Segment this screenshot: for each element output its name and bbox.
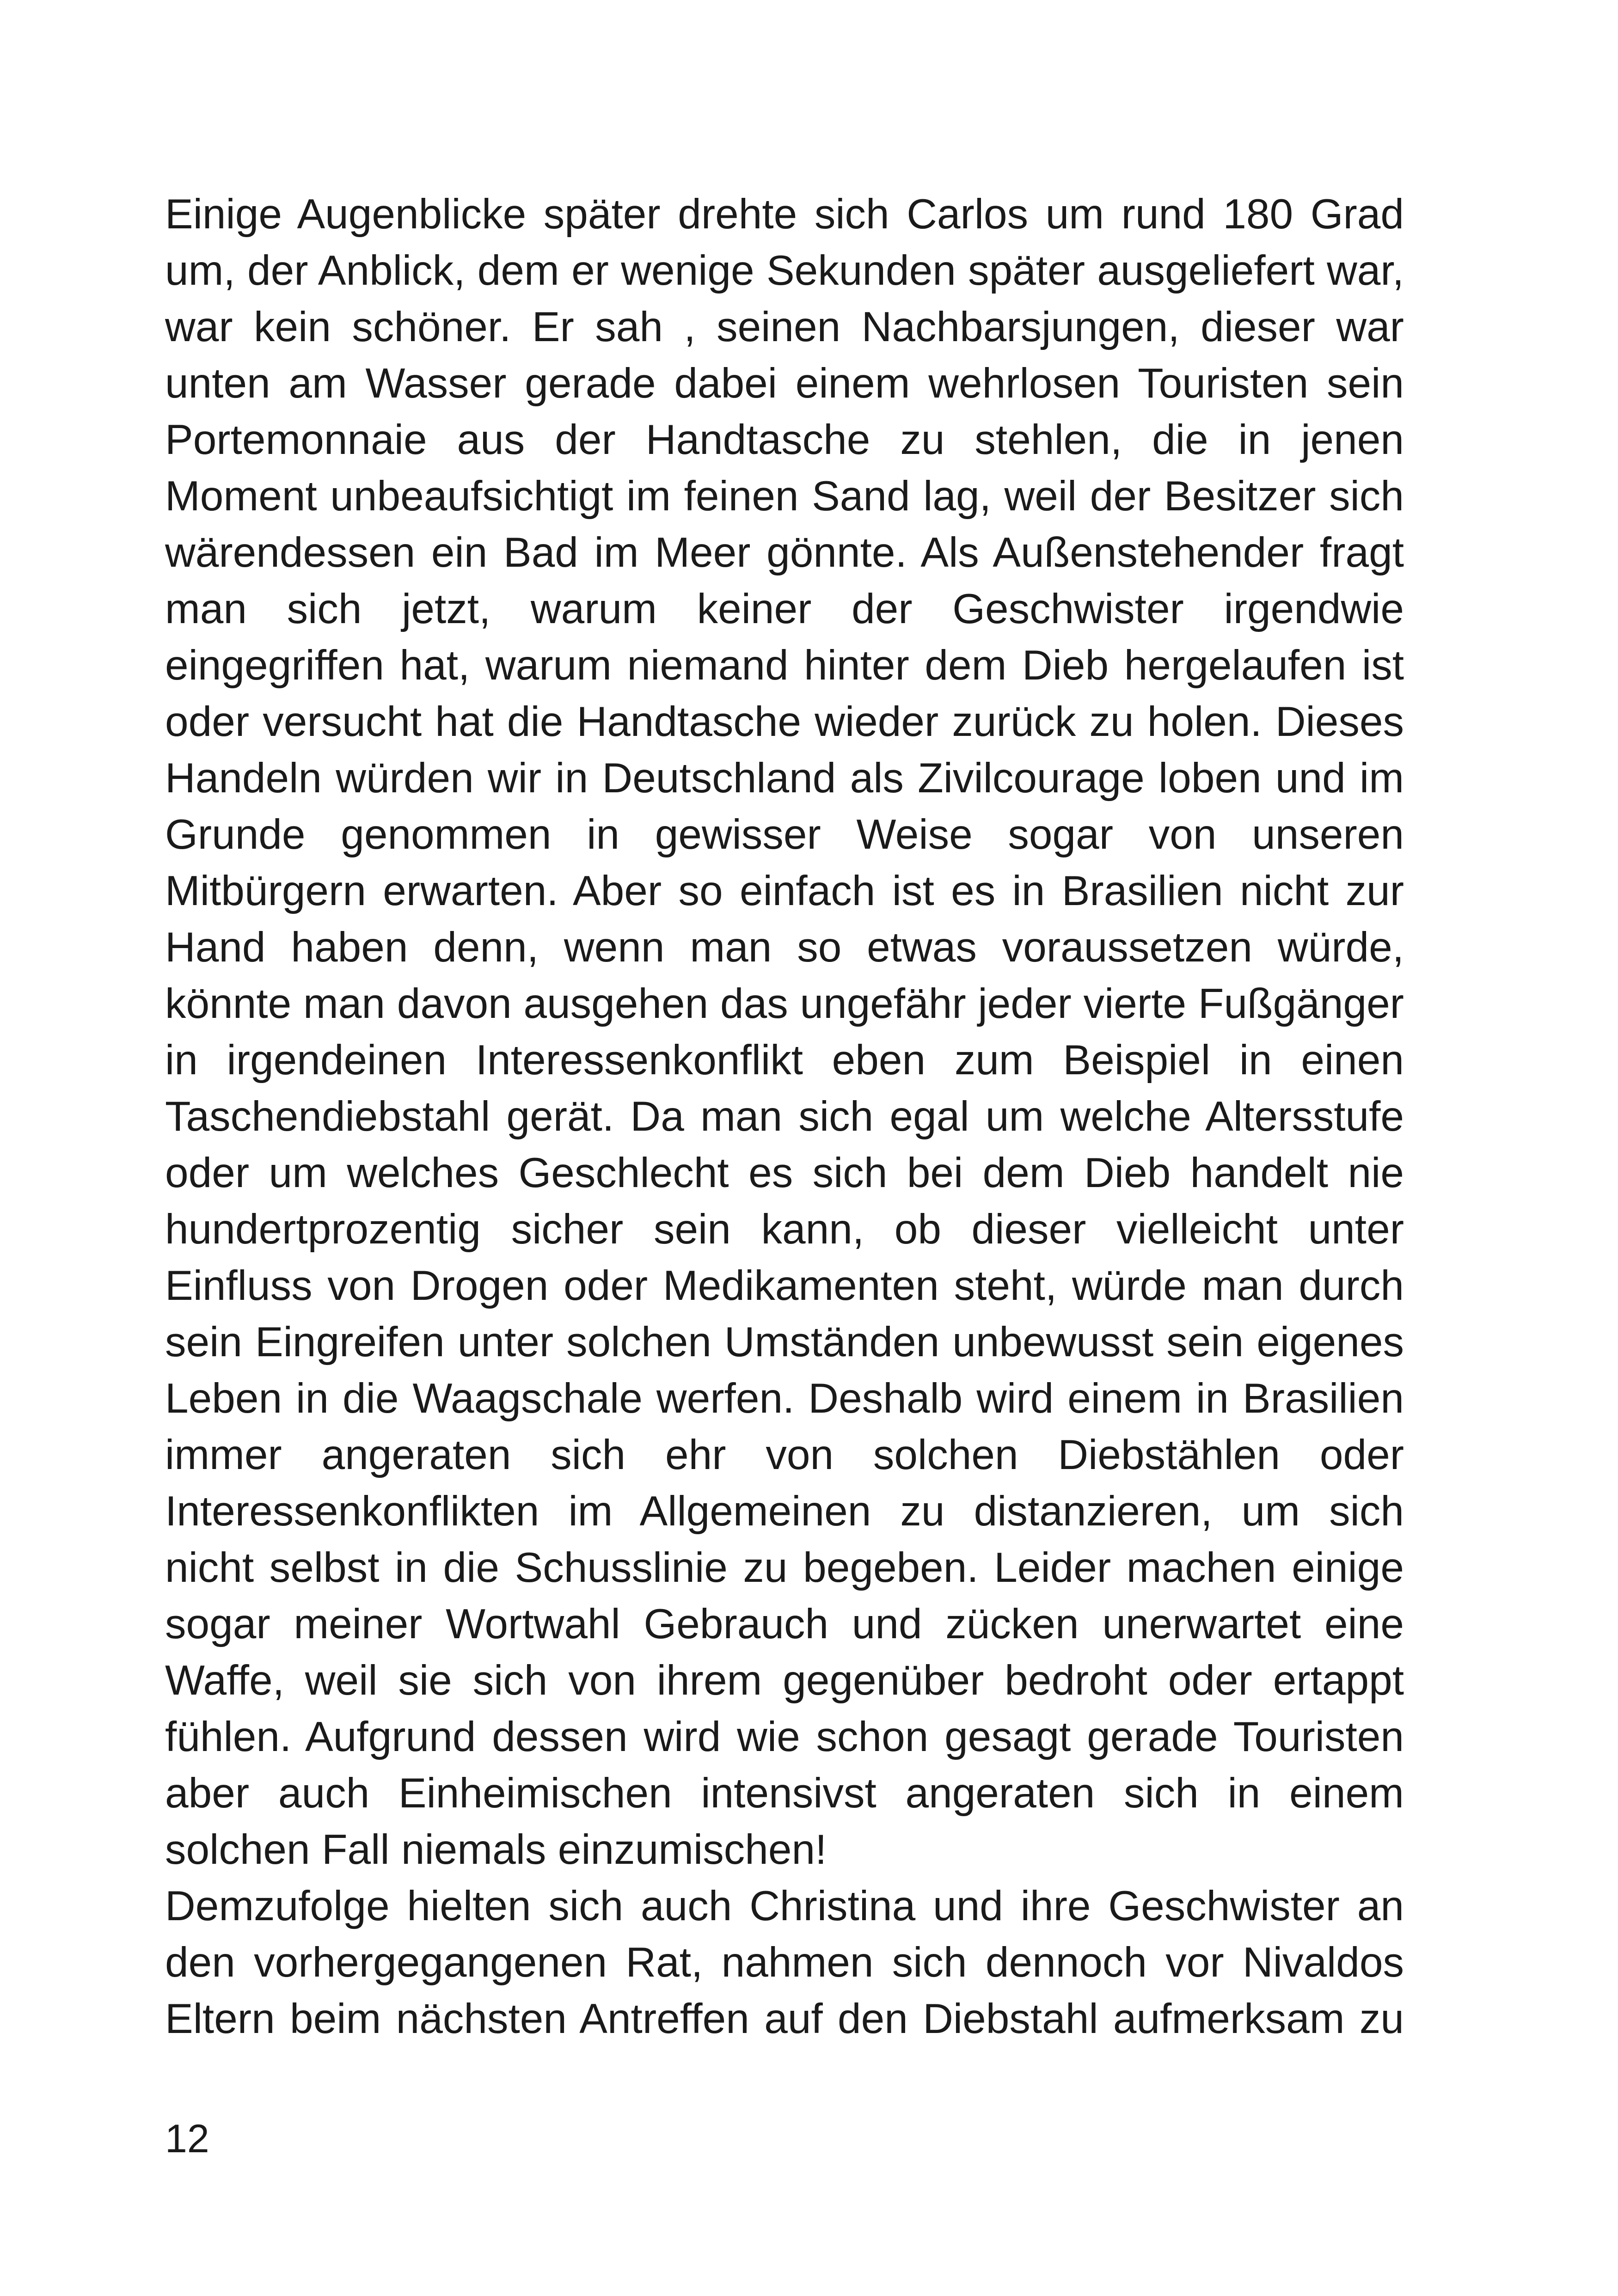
text-line: in irgendeinen Interessenkonflikt eben zum Beispiel in einen xyxy=(165,1037,1404,1084)
paragraph xyxy=(165,186,1404,1878)
text-line: sogar meiner Wortwahl Gebrauch und zücken unerwartet eine xyxy=(165,1601,1404,1647)
text-line: Leben in die Waagschale werfen. Deshalb wird einem in Brasilien xyxy=(165,1375,1404,1422)
text-line: immer angeraten sich ehr von solchen Diebstählen oder xyxy=(165,1432,1404,1478)
text-line: sein Eingreifen unter solchen Umständen unbewusst sein eigenes xyxy=(165,1319,1404,1365)
text-line: wärendessen ein Bad im Meer gönnte. Als Außenstehender fragt xyxy=(165,529,1404,576)
text-line: Einige Augenblicke später drehte sich Carlos um rund 180 Grad xyxy=(165,191,1404,238)
text-line: Moment unbeaufsichtigt im feinen Sand lag, weil der Besitzer sich xyxy=(165,473,1404,520)
text-line: hundertprozentig sicher sein kann, ob dieser vielleicht unter xyxy=(165,1206,1404,1253)
body-text xyxy=(165,186,1404,2047)
text-line: Hand haben denn, wenn man so etwas voraussetzen würde, xyxy=(165,924,1404,971)
paragraph xyxy=(165,1878,1404,2047)
text-line: Interessenkonflikten im Allgemeinen zu distanzieren, um sich xyxy=(165,1488,1404,1535)
text-line: aber auch Einheimischen intensivst angeraten sich in einem xyxy=(165,1770,1404,1817)
text-line: Portemonnaie aus der Handtasche zu stehlen, die in jenen xyxy=(165,416,1404,463)
text-line: oder um welches Geschlecht es sich bei dem Dieb handelt nie xyxy=(165,1150,1404,1196)
text-line: war kein schöner. Er sah , seinen Nachbarsjungen, dieser war xyxy=(165,304,1404,350)
text-line: eingegriffen hat, warum niemand hinter dem Dieb hergelaufen ist xyxy=(165,642,1404,689)
text-line: Mitbürgern erwarten. Aber so einfach ist es in Brasilien nicht zur xyxy=(165,868,1404,914)
text-line: Demzufolge hielten sich auch Christina und ihre Geschwister an xyxy=(165,1883,1404,1929)
text-line: nicht selbst in die Schusslinie zu begeben. Leider machen einige xyxy=(165,1544,1404,1591)
text-line: um, der Anblick, dem er wenige Sekunden später ausgeliefert war, xyxy=(165,247,1404,294)
text-line: Taschendiebstahl gerät. Da man sich egal um welche Altersstufe xyxy=(165,1093,1404,1140)
text-line: fühlen. Aufgrund dessen wird wie schon gesagt gerade Touristen xyxy=(165,1714,1404,1760)
text-line: unten am Wasser gerade dabei einem wehrlosen Touristen sein xyxy=(165,360,1404,407)
text-line: den vorhergegangenen Rat, nahmen sich dennoch vor Nivaldos xyxy=(165,1939,1404,1986)
text-line: Eltern beim nächsten Antreffen auf den Diebstahl aufmerksam zu xyxy=(165,1996,1404,2042)
text-line: Grunde genommen in gewisser Weise sogar von unseren xyxy=(165,811,1404,858)
text-line: Waffe, weil sie sich von ihrem gegenüber bedroht oder ertappt xyxy=(165,1657,1404,1704)
text-line: könnte man davon ausgehen das ungefähr jeder vierte Fußgänger xyxy=(165,980,1404,1027)
text-line: Einfluss von Drogen oder Medikamenten steht, würde man durch xyxy=(165,1262,1404,1309)
text-line: oder versucht hat die Handtasche wieder zurück zu holen. Dieses xyxy=(165,698,1404,745)
text-line: Handeln würden wir in Deutschland als Zivilcourage loben und im xyxy=(165,755,1404,802)
text-line: solchen Fall niemals einzumischen! xyxy=(165,1826,827,1873)
page-number: 12 xyxy=(165,2117,209,2161)
text-line: man sich jetzt, warum keiner der Geschwister irgendwie xyxy=(165,586,1404,632)
